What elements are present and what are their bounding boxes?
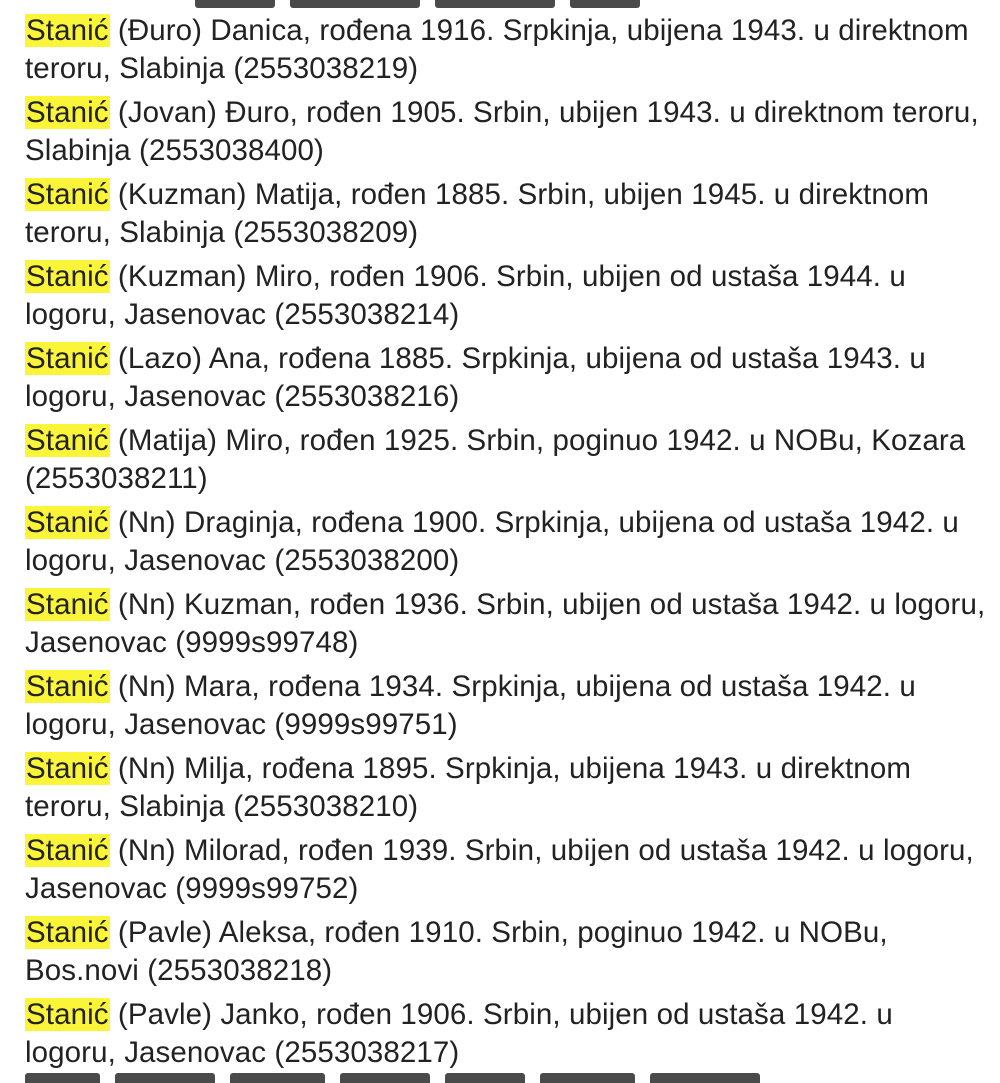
highlighted-surname: Stanić — [26, 670, 109, 703]
cut-off-text-line-top — [25, 0, 990, 8]
highlighted-surname: Stanić — [26, 260, 109, 293]
list-item — [25, 258, 990, 340]
list-item — [25, 914, 990, 996]
entry-text: (Nn) Draginja, rođena 1900. Srpkinja, ubijena od ustaša 1942. u logoru, Jasenovac (2553038200) — [25, 506, 959, 577]
list-item — [25, 996, 990, 1078]
highlighted-surname: Stanić — [26, 342, 109, 375]
highlighted-surname: Stanić — [26, 14, 109, 47]
entry-text: (Nn) Kuzman, rođen 1936. Srbin, ubijen od ustaša 1942. u logoru, Jasenovac (9999s99748) — [25, 588, 986, 659]
entry-text: (Nn) Milorad, rođen 1939. Srbin, ubijen od ustaša 1942. u logoru, Jasenovac (9999s99752) — [25, 834, 974, 905]
entry-text: (Đuro) Danica, rođena 1916. Srpkinja, ubijena 1943. u direktnom teroru, Slabinja (2553038219) — [25, 14, 969, 85]
entry-text: (Matija) Miro, rođen 1925. Srbin, poginuo 1942. u NOBu, Kozara (2553038211) — [25, 424, 966, 495]
highlighted-surname: Stanić — [26, 998, 109, 1031]
highlighted-surname: Stanić — [26, 916, 109, 949]
list-item — [25, 504, 990, 586]
highlighted-surname: Stanić — [26, 424, 109, 457]
highlighted-surname: Stanić — [26, 752, 109, 785]
highlighted-surname: Stanić — [26, 96, 109, 129]
highlighted-surname: Stanić — [26, 178, 109, 211]
list-item — [25, 340, 990, 422]
victim-list — [25, 12, 990, 1078]
entry-text: (Nn) Mara, rođena 1934. Srpkinja, ubijena od ustaša 1942. u logoru, Jasenovac (9999s99751) — [25, 670, 916, 741]
list-item — [25, 750, 990, 832]
list-item — [25, 668, 990, 750]
entry-text: (Lazo) Ana, rođena 1885. Srpkinja, ubijena od ustaša 1943. u logoru, Jasenovac (2553038216) — [25, 342, 926, 413]
document-page — [25, 0, 990, 1083]
cut-off-text-line-bottom — [25, 1073, 990, 1083]
entry-text: (Pavle) Aleksa, rođen 1910. Srbin, poginuo 1942. u NOBu, Bos.novi (2553038218) — [25, 916, 888, 987]
list-item — [25, 832, 990, 914]
highlighted-surname: Stanić — [26, 506, 109, 539]
list-item — [25, 176, 990, 258]
highlighted-surname: Stanić — [26, 834, 109, 867]
highlighted-surname: Stanić — [26, 588, 109, 621]
entry-text: (Pavle) Janko, rođen 1906. Srbin, ubijen od ustaša 1942. u logoru, Jasenovac (2553038217) — [25, 998, 893, 1069]
entry-text: (Jovan) Đuro, rođen 1905. Srbin, ubijen 1943. u direktnom teroru, Slabinja (2553038400) — [25, 96, 979, 167]
list-item — [25, 12, 990, 94]
entry-text: (Kuzman) Miro, rođen 1906. Srbin, ubijen od ustaša 1944. u logoru, Jasenovac (2553038214) — [25, 260, 906, 331]
entry-text: (Kuzman) Matija, rođen 1885. Srbin, ubijen 1945. u direktnom teroru, Slabinja (2553038209) — [25, 178, 930, 249]
entry-text: (Nn) Milja, rođena 1895. Srpkinja, ubijena 1943. u direktnom teroru, Slabinja (2553038210) — [25, 752, 911, 823]
list-item — [25, 94, 990, 176]
list-item — [25, 586, 990, 668]
list-item — [25, 422, 990, 504]
